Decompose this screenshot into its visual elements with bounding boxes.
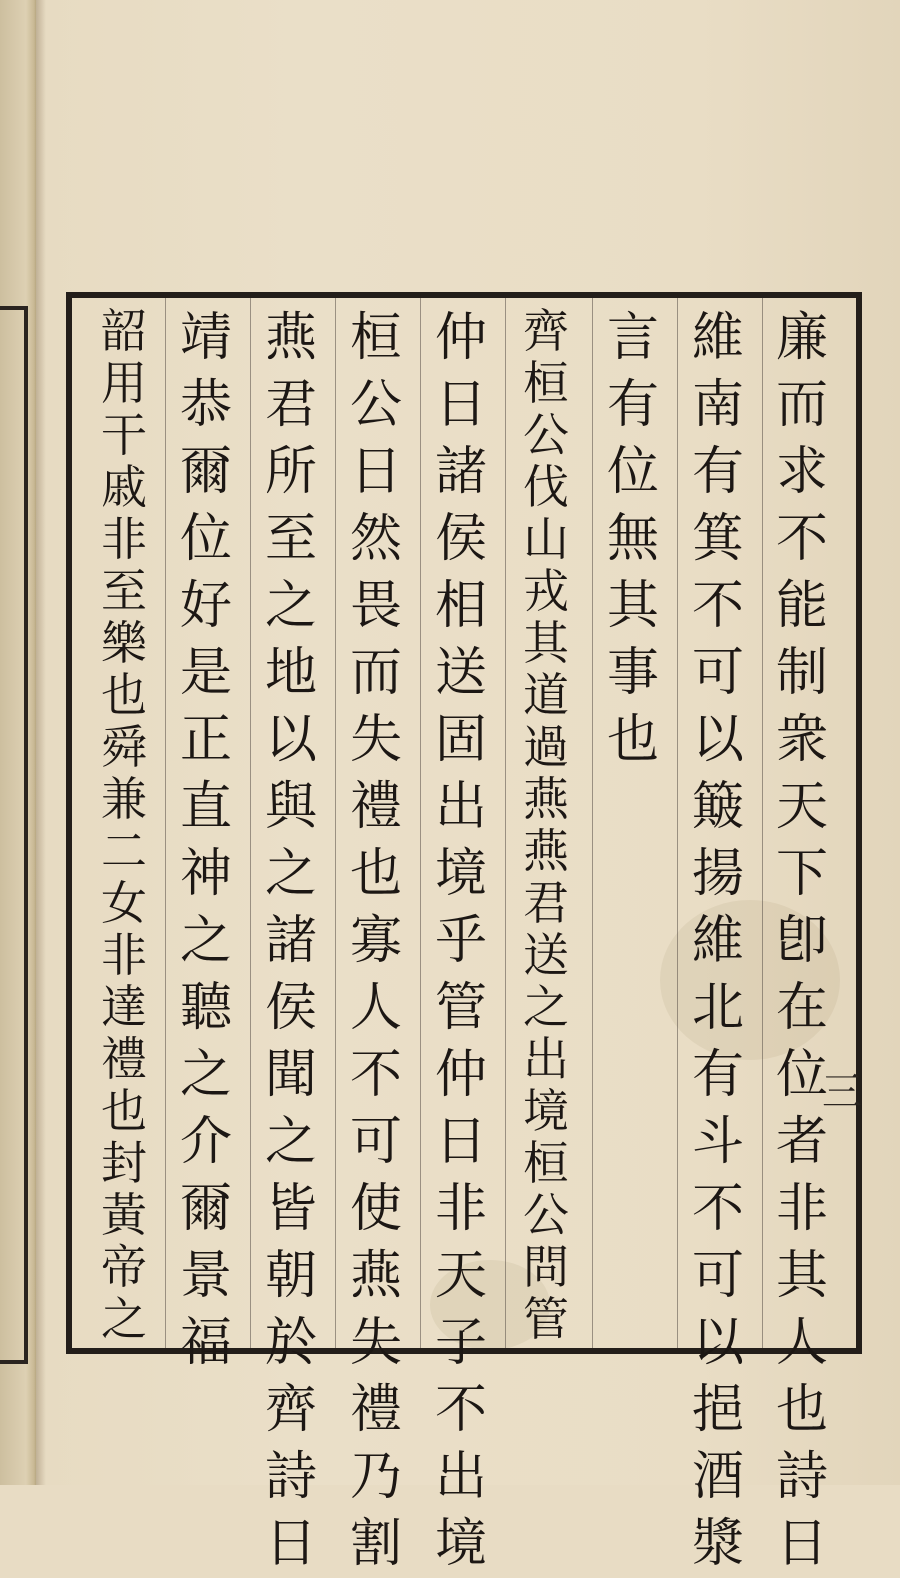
glyph: 伐 [523,460,569,514]
glyph: 爾 [179,1179,232,1239]
column-rule [165,298,166,1348]
column-rule [592,298,593,1348]
glyph: 而 [349,643,402,703]
glyph: 其 [775,1246,828,1306]
glyph: 女 [101,876,147,930]
folio-number: 三 [822,1069,862,1115]
glyph: 達 [101,980,147,1034]
glyph: 境 [523,1084,569,1138]
page-fold-shadow [36,0,46,1485]
glyph: 廉 [775,308,828,368]
glyph: 斗 [691,1112,744,1172]
glyph: 燕 [264,308,317,368]
glyph: 非 [775,1179,828,1239]
glyph: 不 [434,1380,487,1440]
glyph: 有 [606,375,659,435]
glyph: 桓 [523,1136,569,1190]
glyph: 衆 [775,710,828,770]
glyph: 出 [523,1032,569,1086]
glyph: 封 [101,1136,147,1190]
glyph: 境 [434,1514,487,1574]
glyph: 介 [179,1112,232,1172]
glyph: 問 [523,1240,569,1294]
adjacent-page-frame [0,306,28,1364]
glyph: 公 [523,408,569,462]
glyph: 有 [691,442,744,502]
glyph: 出 [434,777,487,837]
glyph: 維 [691,308,744,368]
glyph: 管 [434,978,487,1038]
glyph: 能 [775,576,828,636]
glyph: 爾 [179,442,232,502]
text-column-9 [92,305,156,1345]
glyph: 北 [691,978,744,1038]
glyph: 之 [179,911,232,971]
text-column-8 [174,305,238,1373]
glyph: 失 [349,710,402,770]
glyph: 公 [349,375,402,435]
glyph: 非 [101,928,147,982]
glyph: 黃 [101,1188,147,1242]
glyph: 仲 [434,1045,487,1105]
glyph: 日 [349,442,402,502]
glyph: 境 [434,844,487,904]
glyph: 也 [775,1380,828,1440]
glyph: 朝 [264,1246,317,1306]
glyph: 之 [264,1112,317,1172]
glyph: 使 [349,1179,402,1239]
glyph: 寡 [349,911,402,971]
glyph: 挹 [691,1380,744,1440]
glyph: 事 [606,643,659,703]
glyph: 箕 [691,509,744,569]
glyph: 簸 [691,777,744,837]
glyph: 者 [775,1112,828,1172]
glyph: 戚 [101,460,147,514]
glyph: 是 [179,643,232,703]
glyph: 干 [101,408,147,462]
glyph: 樂 [101,616,147,670]
glyph: 君 [264,375,317,435]
glyph: 非 [434,1179,487,1239]
glyph: 然 [349,509,402,569]
glyph: 不 [691,1179,744,1239]
glyph: 人 [349,978,402,1038]
glyph: 固 [434,710,487,770]
glyph: 禮 [349,777,402,837]
glyph: 之 [179,1045,232,1105]
glyph: 割 [349,1514,402,1574]
glyph: 之 [523,980,569,1034]
column-rule [762,298,763,1348]
glyph: 有 [691,1045,744,1105]
glyph: 也 [606,710,659,770]
glyph: 燕 [523,772,569,826]
column-rule [335,298,336,1348]
glyph: 不 [349,1045,402,1105]
glyph: 以 [691,1313,744,1373]
glyph: 至 [101,564,147,618]
glyph: 不 [691,576,744,636]
glyph: 管 [523,1292,569,1346]
glyph: 燕 [523,824,569,878]
glyph: 福 [179,1313,232,1373]
glyph: 用 [101,356,147,410]
glyph: 南 [691,375,744,435]
glyph: 在 [775,978,828,1038]
glyph: 漿 [691,1514,744,1574]
glyph: 可 [691,1246,744,1306]
glyph: 可 [349,1112,402,1172]
text-column-1 [770,305,834,1574]
glyph: 畏 [349,576,402,636]
column-rule [677,298,678,1348]
glyph: 也 [101,668,147,722]
glyph: 其 [523,616,569,670]
glyph: 聞 [264,1045,317,1105]
glyph: 諸 [264,911,317,971]
glyph: 酒 [691,1447,744,1507]
text-column-3 [601,305,665,1345]
glyph: 桓 [523,356,569,410]
glyph: 不 [775,509,828,569]
glyph: 制 [775,643,828,703]
glyph: 乎 [434,911,487,971]
glyph: 人 [775,1313,828,1373]
text-column-2 [686,305,750,1574]
glyph: 恭 [179,375,232,435]
glyph: 揚 [691,844,744,904]
glyph: 送 [434,643,487,703]
glyph: 於 [264,1313,317,1373]
glyph: 直 [179,777,232,837]
glyph: 之 [101,1292,147,1346]
glyph: 子 [434,1313,487,1373]
glyph: 言 [606,308,659,368]
glyph: 與 [264,777,317,837]
glyph: 以 [691,710,744,770]
text-column-5 [429,305,493,1574]
glyph: 天 [434,1246,487,1306]
glyph: 侯 [434,509,487,569]
glyph: 求 [775,442,828,502]
glyph: 所 [264,442,317,502]
glyph: 齊 [523,304,569,358]
glyph: 皆 [264,1179,317,1239]
glyph: 也 [349,844,402,904]
glyph: 過 [523,720,569,774]
glyph: 也 [101,1084,147,1138]
glyph: 失 [349,1313,402,1373]
glyph: 諸 [434,442,487,502]
glyph: 至 [264,509,317,569]
glyph: 禮 [101,1032,147,1086]
glyph: 聽 [179,978,232,1038]
glyph: 無 [606,509,659,569]
glyph: 詩 [775,1447,828,1507]
glyph: 而 [775,375,828,435]
glyph: 卽 [775,911,828,971]
glyph: 出 [434,1447,487,1507]
glyph: 之 [264,844,317,904]
glyph: 日 [434,375,487,435]
text-column-6 [344,305,408,1574]
glyph: 靖 [179,308,232,368]
glyph: 下 [775,844,828,904]
glyph: 天 [775,777,828,837]
glyph: 仲 [434,308,487,368]
glyph: 日 [434,1112,487,1172]
glyph: 詩 [264,1447,317,1507]
glyph: 好 [179,576,232,636]
glyph: 位 [606,442,659,502]
glyph: 位 [775,1045,828,1105]
glyph: 維 [691,911,744,971]
glyph: 君 [523,876,569,930]
glyph: 燕 [349,1246,402,1306]
column-rule [250,298,251,1348]
glyph: 二 [101,824,147,878]
glyph: 景 [179,1246,232,1306]
glyph: 日 [264,1514,317,1574]
glyph: 戎 [523,564,569,618]
glyph: 帝 [101,1240,147,1294]
glyph: 公 [523,1188,569,1242]
glyph: 非 [101,512,147,566]
glyph: 送 [523,928,569,982]
glyph: 侯 [264,978,317,1038]
glyph: 道 [523,668,569,722]
glyph: 齊 [264,1380,317,1440]
column-rule [420,298,421,1348]
glyph: 神 [179,844,232,904]
glyph: 韶 [101,304,147,358]
glyph: 可 [691,643,744,703]
glyph: 日 [775,1514,828,1574]
glyph: 禮 [349,1380,402,1440]
glyph: 其 [606,576,659,636]
glyph: 地 [264,643,317,703]
glyph: 舜 [101,720,147,774]
column-rule [505,298,506,1348]
glyph: 正 [179,710,232,770]
text-column-4 [514,305,578,1345]
glyph: 相 [434,576,487,636]
glyph: 位 [179,509,232,569]
text-column-7 [259,305,323,1574]
glyph: 以 [264,710,317,770]
glyph: 兼 [101,772,147,826]
glyph: 山 [523,512,569,566]
glyph: 之 [264,576,317,636]
glyph: 乃 [349,1447,402,1507]
glyph: 桓 [349,308,402,368]
